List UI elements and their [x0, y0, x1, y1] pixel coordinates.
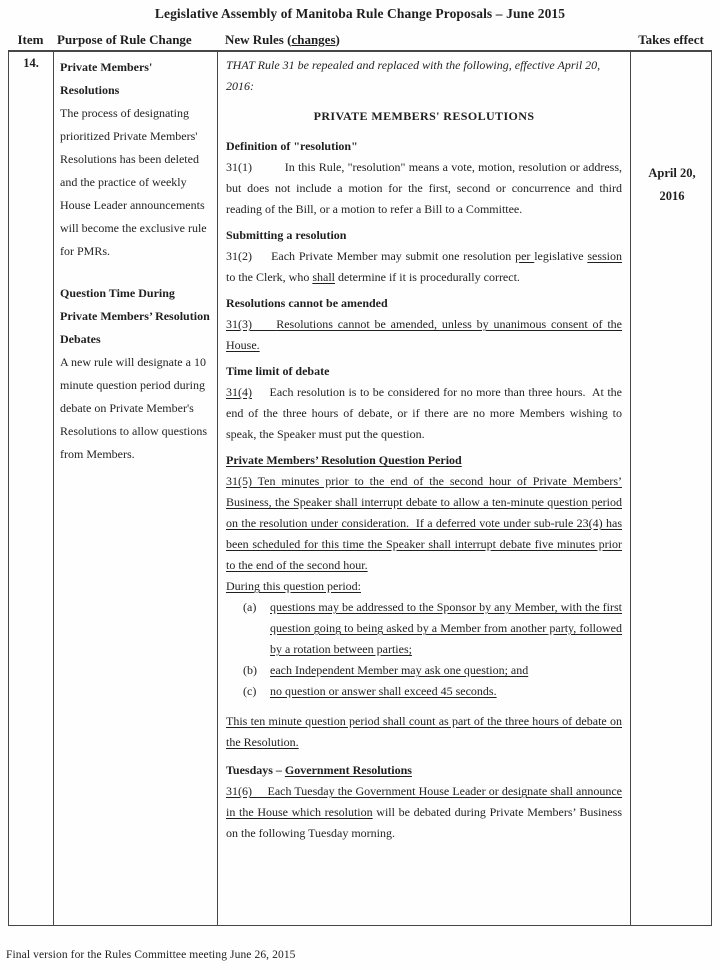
new-rules-label-prefix: New Rules ( — [225, 32, 292, 47]
takes-effect-cell — [631, 52, 713, 925]
text-run: no question or answer shall exceed 45 seconds. — [270, 684, 497, 698]
text-run: 31(4) — [226, 385, 252, 399]
text-run: shall — [312, 270, 335, 284]
text-run: Question Time During Private Members’ Resolution Debates — [60, 286, 210, 346]
block-spacer — [226, 127, 622, 136]
rules-table — [8, 50, 712, 926]
text-run: 31(2) — [226, 249, 252, 263]
text-run: The process of designating prioritized Private Members' Resolutions has been deleted and the practice of weekly House Leader announcements will become the exclusive rule for PMRs. — [60, 106, 207, 258]
text-run: Government Resolutions — [284, 763, 412, 777]
block-heading — [226, 760, 622, 781]
block-para — [226, 711, 622, 753]
block-heading — [226, 450, 622, 471]
block-heading — [226, 293, 622, 314]
text-run — [252, 784, 268, 798]
text-run: PRIVATE MEMBERS' RESOLUTIONS — [313, 109, 535, 123]
document-title: Legislative Assembly of Manitoba Rule Change Proposals – June 2015 — [154, 6, 566, 21]
column-header-purpose: Purpose of Rule Change — [57, 32, 192, 47]
text-run: 31(6) — [226, 784, 252, 798]
text-run: per — [515, 249, 535, 263]
text-run: each Independent Member may ask one question; and — [270, 663, 529, 677]
text-run: to the Clerk, who — [226, 270, 313, 284]
block-para — [226, 157, 622, 220]
block-center — [226, 106, 622, 127]
text-run — [252, 249, 271, 263]
block-para — [226, 471, 622, 576]
list-item-marker: (b) — [243, 663, 257, 677]
text-run: Tuesdays – — [226, 763, 285, 777]
block-para-left — [60, 102, 211, 263]
block-spacer — [226, 97, 622, 106]
takes-effect-date-line2: 2016 — [659, 189, 685, 203]
block-spacer — [226, 753, 622, 760]
block-heading — [60, 282, 211, 351]
new-rules-cell — [218, 52, 631, 925]
column-header-new-rules — [225, 32, 340, 48]
text-run: 31(1) — [226, 160, 252, 174]
list-item-marker: (c) — [243, 684, 257, 698]
block-para — [226, 576, 622, 597]
text-run: legislative — [534, 249, 588, 263]
block-para — [226, 781, 622, 844]
text-run — [252, 385, 269, 399]
text-run — [252, 160, 285, 174]
purpose-cell — [54, 52, 218, 925]
text-run: questions may be addressed to the Sponsor by any Member, with the first question going to being asked by a Member from another party, followed by a rotation between parties; — [270, 600, 622, 656]
new-rules-label-suffix: ) — [335, 32, 340, 47]
new-rules-changes-label: changes — [291, 32, 336, 47]
text-run: Resolutions cannot be amended, unless by unanimous consent of the House. — [226, 317, 622, 352]
text-run: This ten minute question period shall count as part of the three hours of debate on the Resolution. — [226, 714, 622, 749]
text-run: Each Tuesday the Government House Leader or designate shall announce in the House which resolution — [226, 784, 623, 819]
block-heading — [226, 136, 622, 157]
text-run: Submitting a resolution — [226, 228, 347, 242]
text-run — [252, 317, 276, 331]
text-run: THAT Rule 31 be repealed and replaced with the following, effective April 20, 2016: — [226, 58, 601, 93]
text-run: Private Members’ Resolution Question Period — [226, 453, 462, 467]
block-spacer — [226, 702, 622, 711]
text-run: During this question period: — [226, 579, 361, 593]
block-para-left — [60, 351, 211, 466]
column-header-takes-effect: Takes effect — [638, 32, 704, 47]
column-header-item: Item — [17, 32, 44, 47]
text-run: 31(3) — [226, 317, 252, 331]
block-heading — [226, 361, 622, 382]
text-run: Each resolution is to be considered for no more than three hours. At the end of the three hours of debate, or if there are no more Members wishing to speak, the Speaker must put the question. — [226, 385, 623, 441]
text-run: In this Rule, "resolution" means a vote, motion, resolution or address, but does not include a motion for the first, second or concurrence and third reading of the Bill, or a motion to refer a Bill to a Committee. — [226, 160, 622, 216]
text-run: will be debated during Private Members’ Business on the following Tuesday morning. — [226, 805, 622, 840]
item-cell — [9, 52, 54, 925]
block-intro — [226, 55, 622, 97]
block-para — [226, 246, 622, 288]
block-para — [226, 382, 622, 445]
block-heading — [60, 56, 211, 102]
item-number: 14. — [23, 56, 39, 70]
text-run: 31(5) Ten minutes prior to the end of the second hour of Private Members’ Business, the Speaker shall interrupt debate to allow a ten-minute question period on the resolution under consideration. If a deferred vote under sub-rule 23(4) has been scheduled for this time the Speaker shall interrupt debate five minutes prior to the end of the second hour. — [226, 474, 622, 572]
text-run: session — [587, 249, 623, 263]
text-run: Resolutions cannot be amended — [226, 296, 388, 310]
text-run: Time limit of debate — [226, 364, 330, 378]
list-item-marker: (a) — [243, 600, 257, 614]
text-run: A new rule will designate a 10 minute question period during debate on Private Member's Resolutions to allow questions from Members. — [60, 355, 207, 461]
list-item — [226, 681, 622, 702]
footer-note: Final version for the Rules Committee meeting June 26, 2015 — [6, 949, 296, 961]
text-run: Each Private Member may submit one resolution — [271, 249, 516, 263]
block-spacer — [60, 263, 211, 282]
text-run: Private Members' Resolutions — [60, 60, 153, 97]
text-run: determine if it is procedurally correct. — [335, 270, 520, 284]
takes-effect-date-line1: April 20, — [648, 166, 696, 180]
list-item — [226, 660, 622, 681]
list-item — [226, 597, 622, 660]
text-run: Definition of "resolution" — [226, 139, 358, 153]
block-heading — [226, 225, 622, 246]
block-para — [226, 314, 622, 356]
